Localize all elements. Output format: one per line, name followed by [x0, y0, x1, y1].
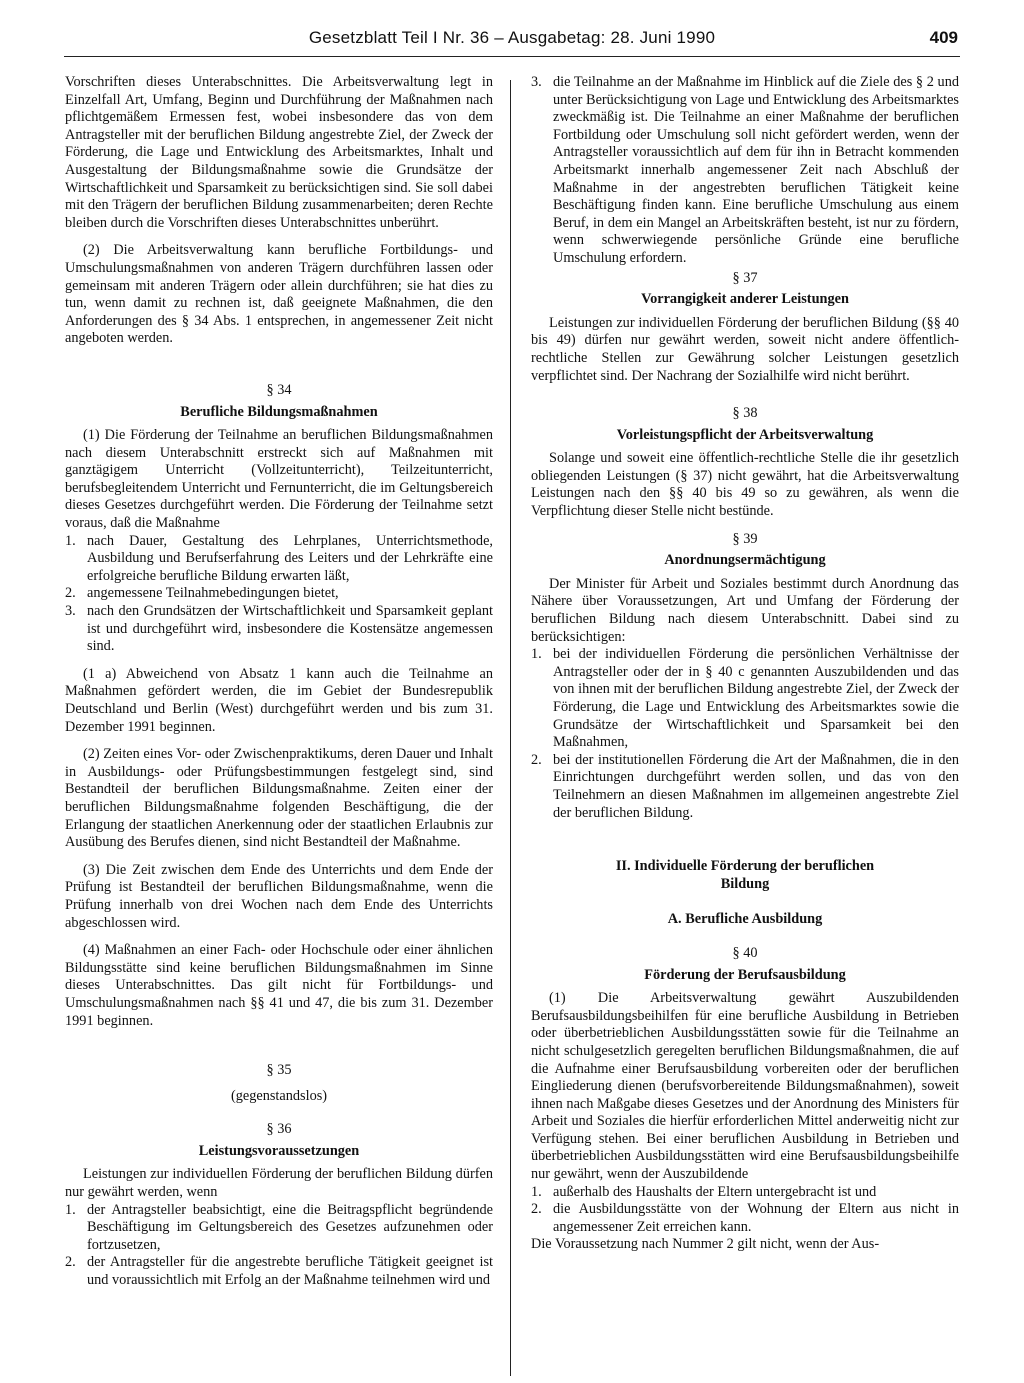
section-38-number: § 38	[732, 405, 758, 422]
list-item: 1. nach Dauer, Gestaltung des Lehrplanes, Unterrichtsmethode, Ausbildung und Berufserfahrung des Leiters und der Lehrkräfte eine erfolgreiche berufliche Bildung erwarten läßt,	[65, 532, 493, 584]
paragraph-33-2: (2) Die Arbeitsverwaltung kann berufliche Fortbildungs- und Umschulungsmaßnahmen von anderen Trägern durchführen lassen oder gemeinsam mit anderen Trägern oder allein durchführen; sie hat dies zu tun, wenn damit zu rechnen ist, daß geeignete Maßnahmen, die den Anforderungen des § 34 Abs. 1 entsprechen, in angemessener Zeit nicht angeboten werden.	[65, 242, 493, 347]
left-column	[65, 74, 493, 1290]
section-39-number: § 39	[732, 530, 758, 547]
column-divider	[510, 80, 511, 1376]
header-title: Gesetzblatt Teil I Nr. 36 – Ausgabetag: 28. Juni 1990	[308, 28, 716, 47]
section-40-title: Förderung der Berufsausbildung	[644, 966, 846, 983]
section-40-paragraph-1: (1) Die Arbeitsverwaltung gewährt Auszubildenden Berufsausbildungsbeihilfen für eine berufliche Ausbildung in Betrieben oder überbetrieblichen Ausbildungsstätten sowie für die Teilnahme an nicht schulgesetzlich geregelten beruflichen Bildungsmaßnahmen, die auf die Aufnahme einer Berufsausbildung vorbereiten oder der beruflichen Eingliederung dienen (berufsvorbereitende Bildungsmaßnahmen), soweit ihnen nach Maßgabe dieses Gesetzes und der Anordnung des Ministers für Arbeit und Soziales die hierfür erforderlichen Mittel anderweitig nicht zur Verfügung stehen. Bei einer beruflichen Ausbildung in Betrieben und überbetrieblichen Ausbildungsstätten wird eine Berufsausbildungsbeihilfe nur gewährt, wenn der Auszubildende	[531, 990, 959, 1183]
part-2-title-line-2: Bildung	[720, 875, 770, 892]
section-34-paragraph-1: (1) Die Förderung der Teilnahme an beruflichen Bildungsmaßnahmen nach diesem Unterabschnitt erstreckt sich auf Maßnahmen mit ganztägigem Unterricht (Vollzeitunterricht), Teilzeitunterricht, berufsbegleitendem Unterricht und Fernunterricht, die im Geltungsbereich dieses Gesetzes durchgeführt werden. Die Förderung der Teilnahme setzt voraus, daß die Maßnahme	[65, 427, 493, 532]
section-34-paragraph-4: (4) Maßnahmen an einer Fach- oder Hochschule oder einer ähnlichen Bildungsstätte sind keine beruflichen Bildungsmaßnahmen im Sinne dieses Unterabschnittes. Das gilt nicht für Fortbildungs- und Umschulungsmaßnahmen nach §§ 41 und 47, die bis zum 31. Dezember 1991 beginnen.	[65, 942, 493, 1029]
section-40-paragraph-continuation: Die Voraussetzung nach Nummer 2 gilt nicht, wenn der Aus-	[531, 1236, 880, 1253]
section-40-number: § 40	[732, 944, 758, 961]
list-item: 3. die Teilnahme an der Maßnahme im Hinblick auf die Ziele des § 2 und unter Berücksichtigung von Lage und Entwicklung des Arbeitsmarktes zweckmäßig ist. Die Teilnahme an einer Maßnahme der beruflichen Fortbildung oder Umschulung soll nicht gefördert werden, wenn der Antragsteller voraussichtlich auf dem für ihn in Betracht kommenden Arbeitsmarkt innerhalb angemessener Zeit nach Abschluß der Maßnahme in der angestrebten beruflichen Tätigkeit keine Beschäftigung finden kann. Eine berufliche Umschulung aus einem Beruf, in dem ein Mangel an Arbeitskräften besteht, ist nur zu fördern, wenn schwerwiegende persönliche Gründe eine berufliche Umschulung erfordern.	[531, 74, 959, 266]
page-number: 409	[929, 28, 958, 47]
section-37-paragraph-1: Leistungen zur individuellen Förderung der beruflichen Bildung (§§ 40 bis 49) dürfen nur gewährt werden, soweit nicht andere öffentlich-rechtliche Stellen zur Gewährung solcher Leistungen gesetzlich verpflichtet sind. Der Nachrang der Sozialhilfe wird nicht berührt.	[531, 314, 959, 384]
section-37-number: § 37	[732, 269, 758, 286]
paragraph-continuation: Vorschriften dieses Unterabschnittes. Die Arbeitsverwaltung legt in Einzelfall Art, Umfang, Beginn und Durchführung der Maßnahmen nach pflichtgemäßem Ermessen fest, wobei insbesondere das von dem Antragsteller mit der beruflichen Bildung angestrebte Ziel, der Zweck der Förderung, die Lage und Entwicklung des Arbeitsmarktes, Inhalt und Ausgestaltung der Bildungsmaßnahme sowie die Grundsätze der Wirtschaftlichkeit und Sparsamkeit zu berücksichtigen sind. Sie soll dabei mit den Trägern der beruflichen Bildung zusammenarbeiten; deren Rechte bleiben durch die Vorschriften dieses Unterabschnittes unberührt.	[65, 74, 493, 231]
section-34-number: § 34	[266, 381, 292, 398]
page-header	[0, 28, 1024, 58]
section-39-title: Anordnungsermächtigung	[664, 552, 826, 569]
section-36-title: Leistungsvoraussetzungen	[198, 1142, 360, 1159]
section-34-paragraph-3: (3) Die Zeit zwischen dem Ende des Unterrichts und dem Ende der Prüfung ist Bestandteil der beruflichen Bildungsmaßnahme, wenn die Prüfung innerhalb von drei Wochen nach dem Ende des Unterrichts abgeschlossen wird.	[65, 861, 493, 931]
section-38-paragraph-1: Solange und soweit eine öffentlich-rechtliche Stelle die ihr gesetzlich obliegenden Leistungen (§ 37) nicht gewährt, hat die Arbeitsverwaltung Leistungen nach den §§ 40 bis 49 so zu gewähren, als wenn die Verpflichtung dieser Stelle nicht bestünde.	[531, 450, 959, 520]
list-item: 1. außerhalb des Haushalts der Eltern untergebracht ist und	[531, 1183, 877, 1200]
part-a-title: A. Berufliche Ausbildung	[667, 911, 823, 928]
list-item: 2. der Antragsteller für die angestrebte berufliche Tätigkeit geeignet ist und voraussichtlich mit Erfolg an der Maßnahme teilnehmen wird und	[65, 1254, 493, 1289]
right-column	[531, 74, 959, 1254]
list-item: 1. der Antragsteller beabsichtigt, eine die Beitragspflicht begründende Beschäftigung im Geltungsbereich des Gesetzes aufzunehmen oder fortzusetzen,	[65, 1201, 493, 1253]
list-item: 2. die Ausbildungsstätte von der Wohnung der Eltern aus nicht in angemessener Zeit erreichen kann.	[531, 1201, 959, 1235]
section-37-title: Vorrangigkeit anderer Leistungen	[641, 291, 849, 308]
section-34-paragraph-1a: (1 a) Abweichend von Absatz 1 kann auch die Teilnahme an Maßnahmen gefördert werden, die im Gebiet der Bundesrepublik Deutschland und Berlin (West) durchgeführt werden und bis zum 31. Dezember 1991 beginnen.	[65, 665, 493, 735]
section-39-paragraph-1: Der Minister für Arbeit und Soziales bestimmt durch Anordnung das Nähere über Voraussetzungen, Art und Umfang der Förderung der beruflichen Bildung nach diesem Unterabschnitt. Dabei sind zu berücksichtigen:	[531, 575, 959, 645]
list-item: 3. nach den Grundsätzen der Wirtschaftlichkeit und Sparsamkeit geplant ist und durchgeführt wird, insbesondere die Kostensätze angemessen sind.	[65, 603, 493, 655]
part-2-title-line-1: II. Individuelle Förderung der beruflichen	[615, 858, 875, 875]
list-item: 2. angemessene Teilnahmebedingungen bietet,	[65, 585, 339, 602]
section-36-paragraph-1: Leistungen zur individuellen Förderung der beruflichen Bildung dürfen nur gewährt werden, wenn	[65, 1166, 493, 1201]
section-38-title: Vorleistungspflicht der Arbeitsverwaltung	[616, 426, 874, 443]
section-35-title: (gegenstandslos)	[230, 1087, 328, 1104]
section-34-title: Berufliche Bildungsmaßnahmen	[180, 403, 378, 420]
list-item: 1. bei der individuellen Förderung die persönlichen Verhältnisse der Antragsteller oder der in § 40 c genannten Auszubildenden und das von ihnen mit der beruflichen Bildung angestrebte Ziel, der Zweck der Förderung, die Lage und Entwicklung des Arbeitsmarktes sowie die Grundsätze der Wirtschaftlichkeit und Sparsamkeit bei den Maßnahmen,	[531, 646, 959, 751]
section-34-paragraph-2: (2) Zeiten eines Vor- oder Zwischenpraktikums, deren Dauer und Inhalt in Ausbildungs- oder Prüfungsbestimmungen festgelegt sind, sind Bestandteil der beruflichen Bildungsmaßnahme. Zeiten einer der beruflichen Bildungsmaßnahme folgenden Beschäftigung, die der Erlangung der staatlichen Anerkennung oder der staatlichen Erlaubnis zur Ausübung des Berufes dienen, sind nicht Bestandteil der Maßnahme.	[65, 746, 493, 851]
header-rule	[64, 56, 960, 57]
list-item: 2. bei der institutionellen Förderung die Art der Maßnahmen, die in den Einrichtungen durchgeführt werden sollen, und das von den Teilnehmern an diesen Maßnahmen im allgemeinen angestrebte Ziel der beruflichen Bildung.	[531, 751, 959, 821]
section-35-number: § 35	[266, 1062, 292, 1079]
section-36-number: § 36	[266, 1121, 292, 1138]
